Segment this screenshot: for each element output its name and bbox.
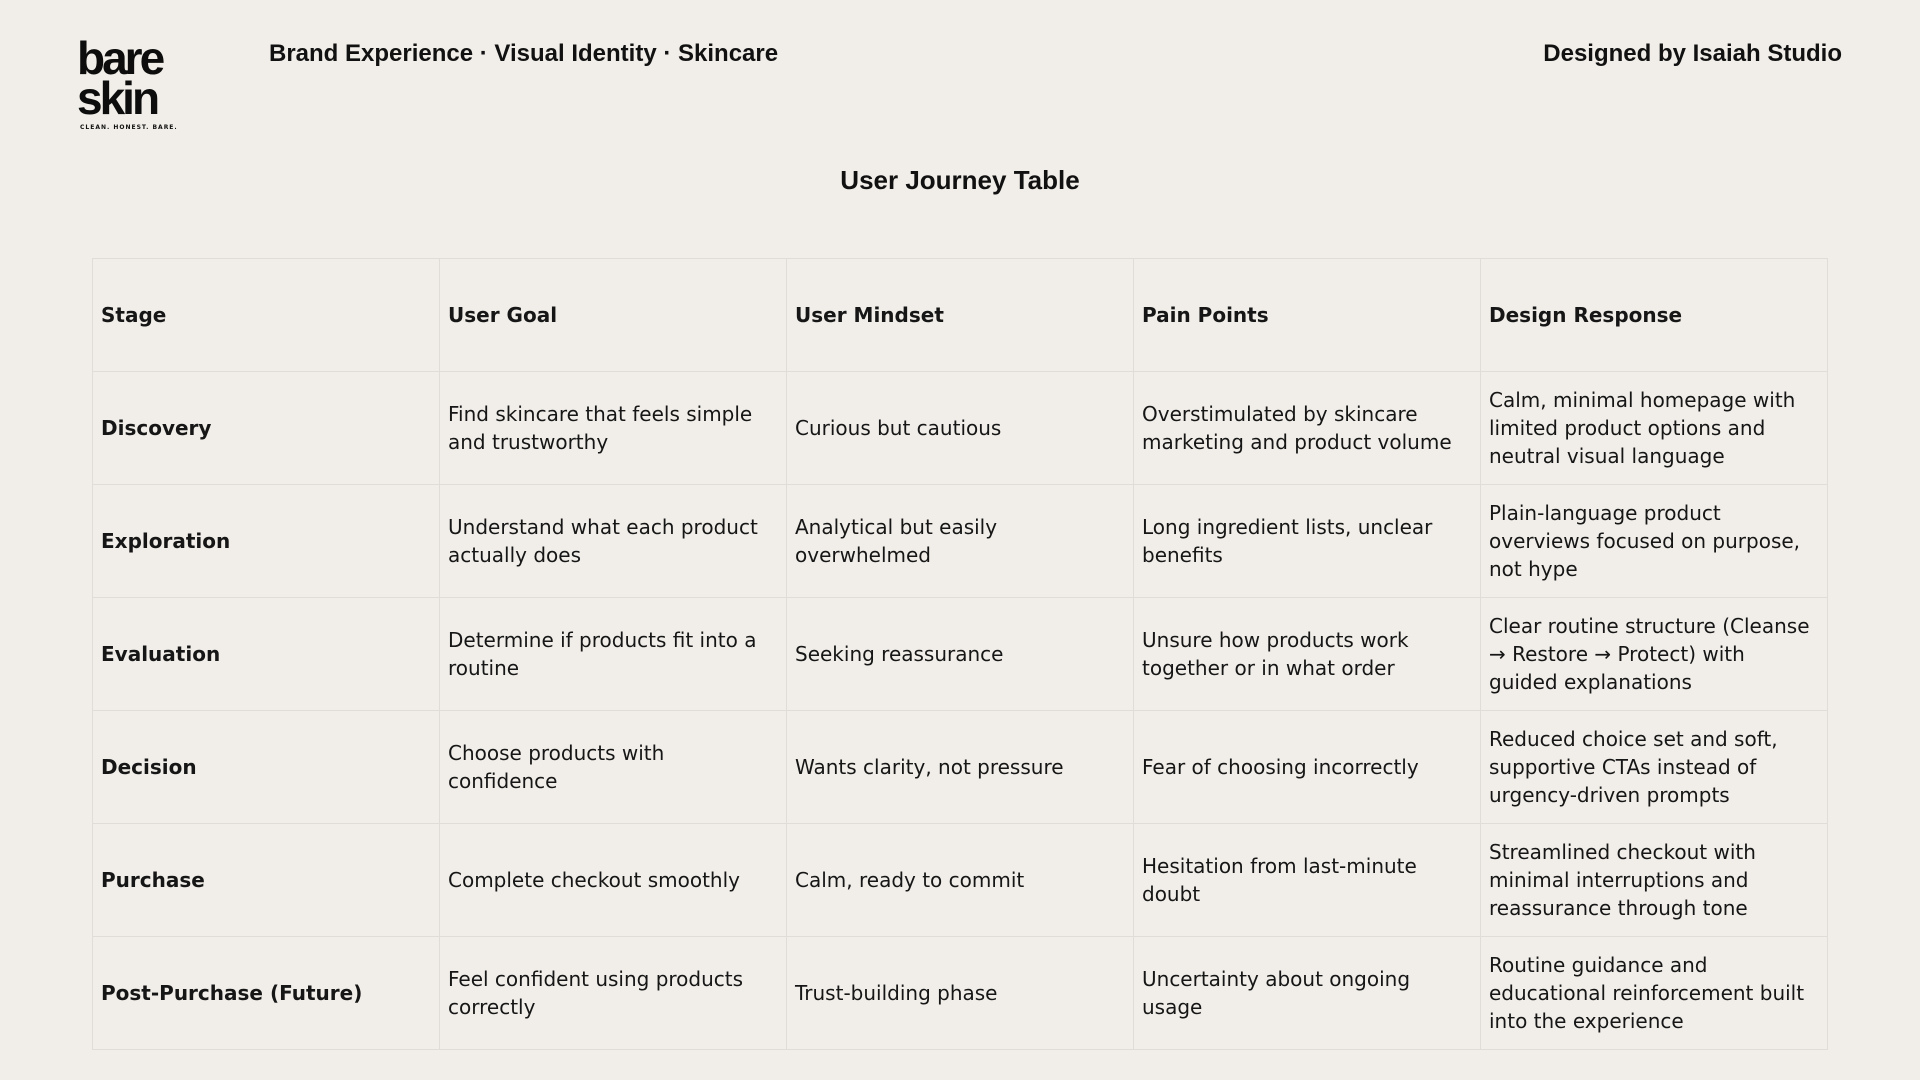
- table-row: [93, 711, 1828, 824]
- cell-user-goal: Determine if products fit into a routine: [440, 598, 787, 711]
- cell-user-goal: Feel confident using products correctly: [440, 937, 787, 1050]
- cell-user-goal: Find skincare that feels simple and trustworthy: [440, 372, 787, 485]
- column-header-design-response: Design Response: [1481, 259, 1828, 372]
- logo-tagline: CLEAN. HONEST. BARE.: [80, 124, 178, 131]
- cell-pain-points: Unsure how products work together or in what order: [1134, 598, 1481, 711]
- cell-design-response: Streamlined checkout with minimal interruptions and reassurance through tone: [1481, 824, 1828, 937]
- column-header-user-goal: User Goal: [440, 259, 787, 372]
- cell-user-mindset: Seeking reassurance: [787, 598, 1134, 711]
- brand-logo: [77, 32, 187, 131]
- table-header-row: [93, 259, 1828, 372]
- cell-user-goal: Choose products with confidence: [440, 711, 787, 824]
- cell-design-response: Plain-language product overviews focused on purpose, not hype: [1481, 485, 1828, 598]
- table-row: [93, 824, 1828, 937]
- column-header-user-mindset: User Mindset: [787, 259, 1134, 372]
- page-title: User Journey Table: [840, 165, 1080, 195]
- cell-pain-points: Hesitation from last-minute doubt: [1134, 824, 1481, 937]
- cell-user-goal: Complete checkout smoothly: [440, 824, 787, 937]
- cell-user-goal: Understand what each product actually does: [440, 485, 787, 598]
- cell-user-mindset: Analytical but easily overwhelmed: [787, 485, 1134, 598]
- header-credit: Designed by Isaiah Studio: [1543, 40, 1842, 67]
- cell-user-mindset: Wants clarity, not pressure: [787, 711, 1134, 824]
- column-header-pain-points: Pain Points: [1134, 259, 1481, 372]
- cell-stage: Exploration: [93, 485, 440, 598]
- logo-word-skin: skin: [77, 72, 158, 124]
- cell-pain-points: Uncertainty about ongoing usage: [1134, 937, 1481, 1050]
- cell-stage: Post-Purchase (Future): [93, 937, 440, 1050]
- cell-stage: Decision: [93, 711, 440, 824]
- cell-pain-points: Overstimulated by skincare marketing and product volume: [1134, 372, 1481, 485]
- user-journey-table: [92, 258, 1828, 1050]
- table-row: [93, 372, 1828, 485]
- cell-stage: Discovery: [93, 372, 440, 485]
- cell-stage: Evaluation: [93, 598, 440, 711]
- cell-user-mindset: Calm, ready to commit: [787, 824, 1134, 937]
- cell-design-response: Reduced choice set and soft, supportive CTAs instead of urgency-driven prompts: [1481, 711, 1828, 824]
- cell-design-response: Calm, minimal homepage with limited product options and neutral visual language: [1481, 372, 1828, 485]
- cell-design-response: Routine guidance and educational reinforcement built into the experience: [1481, 937, 1828, 1050]
- cell-design-response: Clear routine structure (Cleanse → Restore → Protect) with guided explanations: [1481, 598, 1828, 711]
- cell-pain-points: Long ingredient lists, unclear benefits: [1134, 485, 1481, 598]
- table-row: [93, 937, 1828, 1050]
- cell-user-mindset: Curious but cautious: [787, 372, 1134, 485]
- cell-stage: Purchase: [93, 824, 440, 937]
- table-row: [93, 485, 1828, 598]
- logo-word-bare: bare: [77, 32, 163, 84]
- cell-pain-points: Fear of choosing incorrectly: [1134, 711, 1481, 824]
- table-row: [93, 598, 1828, 711]
- cell-user-mindset: Trust-building phase: [787, 937, 1134, 1050]
- header-subtitle: Brand Experience · Visual Identity · Skincare: [269, 40, 779, 67]
- column-header-stage: Stage: [93, 259, 440, 372]
